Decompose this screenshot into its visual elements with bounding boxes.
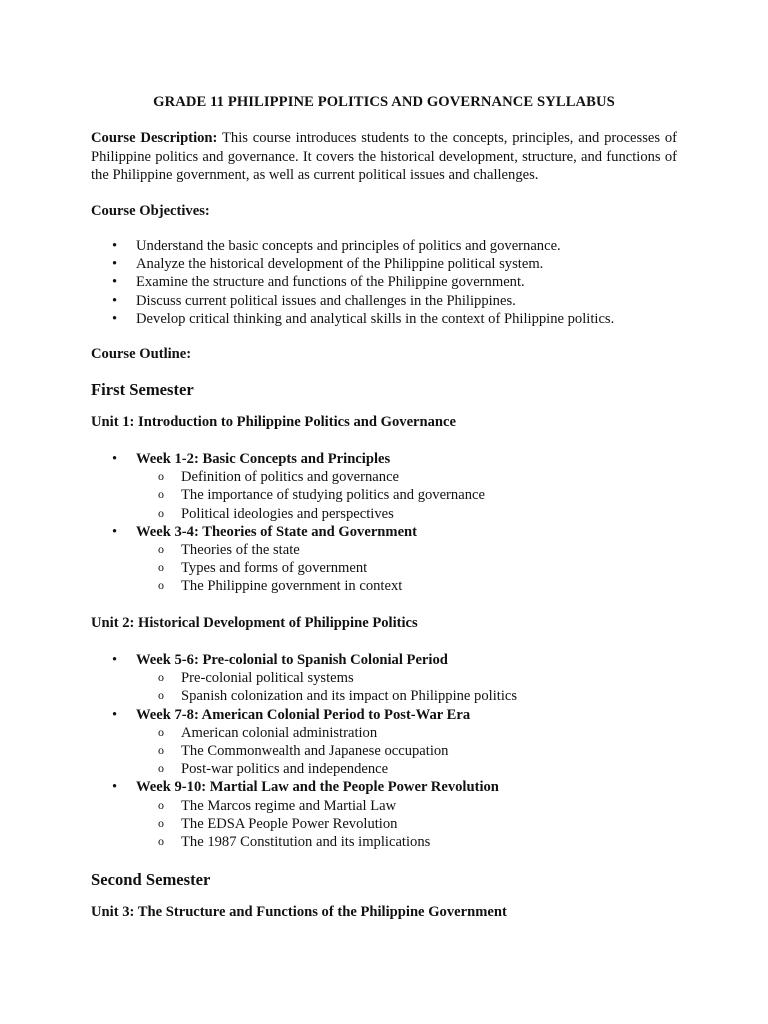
objective-item: • Understand the basic concepts and principles of politics and governance. bbox=[0, 237, 614, 255]
week-item: • Week 3-4: Theories of State and Government bbox=[0, 523, 768, 541]
objective-item: • Analyze the historical development of the Philippine political system. bbox=[0, 255, 614, 273]
course-description-label: Course Description: bbox=[91, 130, 218, 146]
course-outline-label: Course Outline: bbox=[91, 346, 192, 362]
topic-item: o The importance of studying politics and governance bbox=[0, 486, 768, 504]
week-item: • Week 7-8: American Colonial Period to Post-War Era bbox=[0, 706, 768, 724]
topic-item: o The EDSA People Power Revolution bbox=[0, 815, 768, 833]
course-objectives-label: Course Objectives: bbox=[91, 203, 210, 219]
second-semester-heading: Second Semester bbox=[91, 870, 211, 889]
unit-1-weeks bbox=[0, 450, 768, 596]
topic-item: o Theories of the state bbox=[0, 541, 768, 559]
page-title: GRADE 11 PHILIPPINE POLITICS AND GOVERNANCE SYLLABUS bbox=[153, 94, 615, 110]
week-item: • Week 1-2: Basic Concepts and Principles bbox=[0, 450, 768, 468]
topic-item: o Types and forms of government bbox=[0, 559, 768, 577]
week-item: • Week 5-6: Pre-colonial to Spanish Colonial Period bbox=[0, 651, 768, 669]
topic-item: o Post-war politics and independence bbox=[0, 760, 768, 778]
course-description-text: This course introduces students to the concepts, principles, and processes of Philippine politics and governance. It covers the historical development, structure, and functions of the Philippine government, as well as current political issues and challenges. bbox=[91, 130, 678, 183]
first-semester-heading: First Semester bbox=[91, 380, 194, 399]
week-item: • Week 9-10: Martial Law and the People Power Revolution bbox=[0, 778, 768, 796]
topic-item: o Definition of politics and governance bbox=[0, 468, 768, 486]
unit-3-heading: Unit 3: The Structure and Functions of the Philippine Government bbox=[91, 904, 507, 920]
unit-2-heading: Unit 2: Historical Development of Philippine Politics bbox=[91, 615, 418, 631]
objective-item: • Develop critical thinking and analytical skills in the context of Philippine politics. bbox=[0, 310, 614, 328]
topic-item: o Political ideologies and perspectives bbox=[0, 505, 768, 523]
objective-item: • Discuss current political issues and challenges in the Philippines. bbox=[0, 292, 614, 310]
topic-item: o The Philippine government in context bbox=[0, 577, 768, 595]
unit-2-weeks bbox=[0, 651, 768, 851]
objective-item: • Examine the structure and functions of the Philippine government. bbox=[0, 273, 614, 291]
topic-item: o American colonial administration bbox=[0, 724, 768, 742]
topic-item: o Pre-colonial political systems bbox=[0, 669, 768, 687]
topic-item: o The Commonwealth and Japanese occupation bbox=[0, 742, 768, 760]
topic-item: o The Marcos regime and Martial Law bbox=[0, 797, 768, 815]
course-description bbox=[91, 129, 677, 185]
topic-item: o The 1987 Constitution and its implications bbox=[0, 833, 768, 851]
unit-1-heading: Unit 1: Introduction to Philippine Politics and Governance bbox=[91, 414, 457, 430]
topic-item: o Spanish colonization and its impact on Philippine politics bbox=[0, 687, 768, 705]
objectives-list bbox=[0, 237, 614, 328]
